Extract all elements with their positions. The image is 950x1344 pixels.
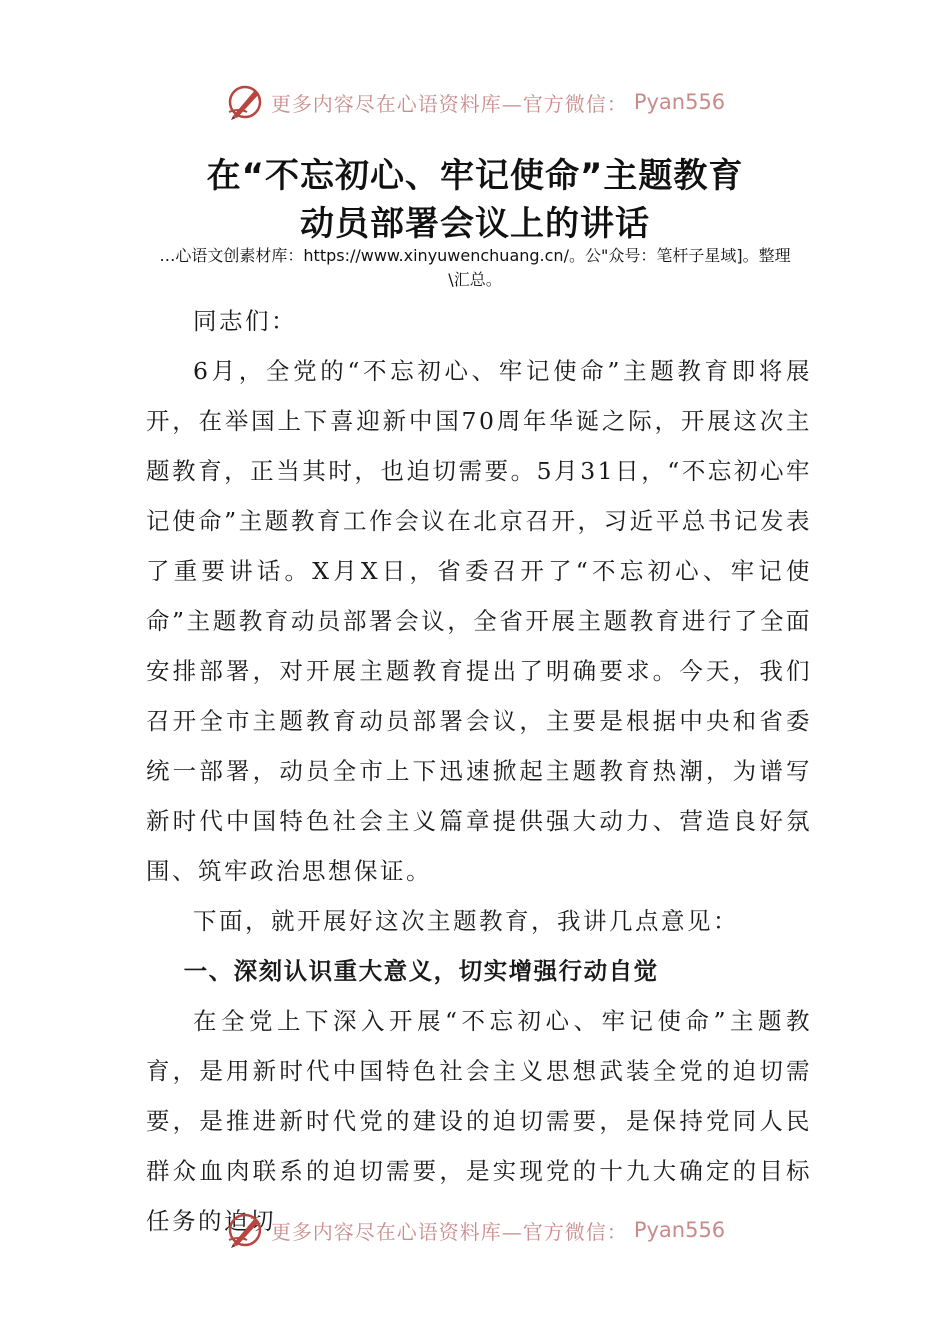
- section-heading: 一、深刻认识重大意义，切实增强行动自觉: [183, 957, 659, 985]
- paragraph: 在全党上下深入开展“不忘初心、牢记使命”主题教育，是用新时代中国特色社会主义思想武装全党的迫切需要，是推进新时代党的建设的迫切需要，是保持党同人民群众血肉联系的迫切需要，是实现党的十九大确定的目标任务的迫切: [146, 1007, 812, 1235]
- banner-text: 更多内容尽在心语资料库—官方微信：: [270, 1219, 628, 1244]
- page-title-line-2: 动员部署会议上的讲话: [300, 204, 650, 244]
- document-body: [146, 296, 812, 1246]
- footer-banner: [0, 1208, 950, 1252]
- banner-text: 更多内容尽在心语资料库—官方微信：: [270, 91, 628, 116]
- paragraph: 下面，就开展好这次主题教育，我讲几点意见：: [193, 907, 739, 935]
- page-title-line-1: 在“不忘初心、牢记使命”主题教育: [206, 156, 744, 196]
- banner-wechat-id: Pyan556: [633, 90, 726, 114]
- source-note: …心语文创素材库：https://www.xinyuwenchuang.cn/。公"众号：笔杆子星域]。整理\汇总。: [159, 246, 791, 289]
- paragraph: 6月，全党的“不忘初心、牢记使命”主题教育即将展开，在举国上下喜迎新中国70周年华诞之际，开展这次主题教育，正当其时，也迫切需要。5月31日，“不忘初心牢记使命”主题教育工作会议在北京召开，习近平总书记发表了重要讲话。X月X日，省委召开了“不忘初心、牢记使命”主题教育动员部署会议，全省开展主题教育进行了全面安排部署，对开展主题教育提出了明确要求。今天，我们召开全市主题教育动员部署会议，主要是根据中央和省委统一部署，动员全市上下迅速掀起主题教育热潮，为谱写新时代中国特色社会主义篇章提供强大动力、营造良好氛围、筑牢政治思想保证。: [146, 357, 812, 885]
- pen-logo-icon: [225, 1210, 265, 1250]
- banner-wechat-id: Pyan556: [633, 1218, 726, 1242]
- pen-logo-icon: [225, 82, 265, 122]
- salutation: 同志们：: [193, 307, 297, 335]
- header-banner: [0, 80, 950, 124]
